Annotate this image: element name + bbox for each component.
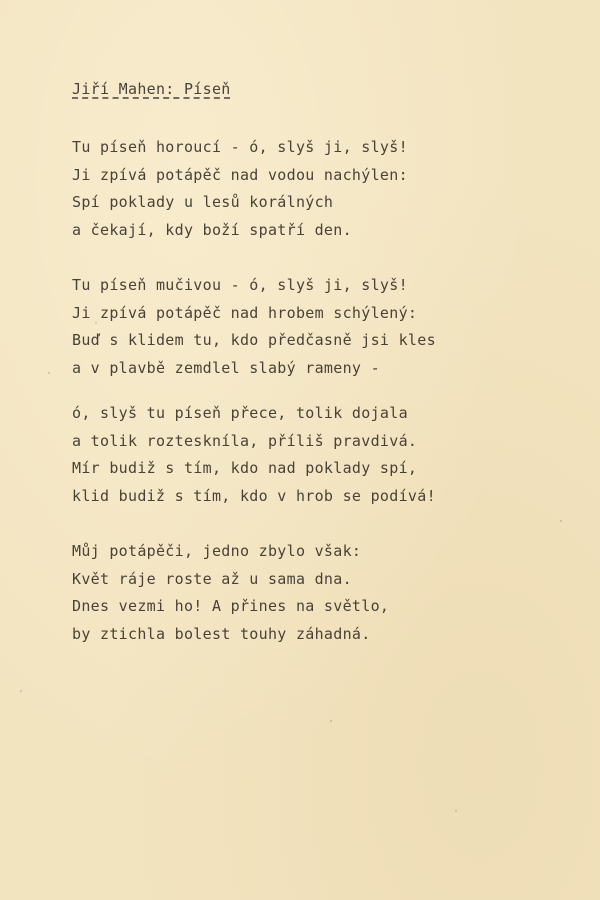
poem-line: Květ ráje roste až u sama dna. — [72, 569, 352, 588]
poem-body — [72, 134, 582, 676]
poem-title: Jiří Mahen: Píseň — [72, 80, 231, 98]
paper-speck — [48, 372, 50, 374]
stanza-2 — [72, 272, 582, 382]
poem-line: ó, slyš tu píseň přece, tolik dojala — [72, 404, 408, 422]
poem-line: Mír budiž s tím, kdo nad poklady spí, — [72, 459, 418, 477]
stanza-4 — [72, 538, 582, 648]
poem-line: Dnes vezmi ho! A přines na světlo, — [72, 597, 390, 615]
poem-line: Tu píseň horoucí - ó, slyš ji, slyš! — [72, 138, 408, 156]
paper-speck — [330, 720, 332, 722]
poem-line: a tolik rozteskníla, příliš pravdivá. — [72, 431, 418, 450]
stanza-1 — [72, 134, 582, 244]
poem-line: Buď s klidem tu, kdo předčasně jsi kles — [72, 331, 436, 349]
poem-line: Spí poklady u lesů korálných — [72, 193, 334, 211]
poem-line: a v plavbě zemdlel slabý rameny - — [72, 358, 380, 377]
poem-line: Tu píseň mučivou - ó, slyš ji, slyš! — [72, 276, 408, 294]
poem-line: Ji zpívá potápěč nad vodou nachýlen: — [72, 165, 408, 184]
poem-line: klid budiž s tím, kdo v hrob se podívá! — [72, 486, 436, 505]
paper-speck — [20, 690, 22, 692]
poem-line: Ji zpívá potápěč nad hrobem schýlený: — [72, 303, 418, 322]
poem-line: Můj potápěči, jedno zbylo však: — [72, 542, 362, 560]
poem-line: a čekají, kdy boží spatří den. — [72, 220, 352, 239]
stanza-3 — [72, 400, 582, 510]
poem-line: by ztichla bolest touhy záhadná. — [72, 624, 371, 643]
paper-speck — [455, 810, 457, 812]
